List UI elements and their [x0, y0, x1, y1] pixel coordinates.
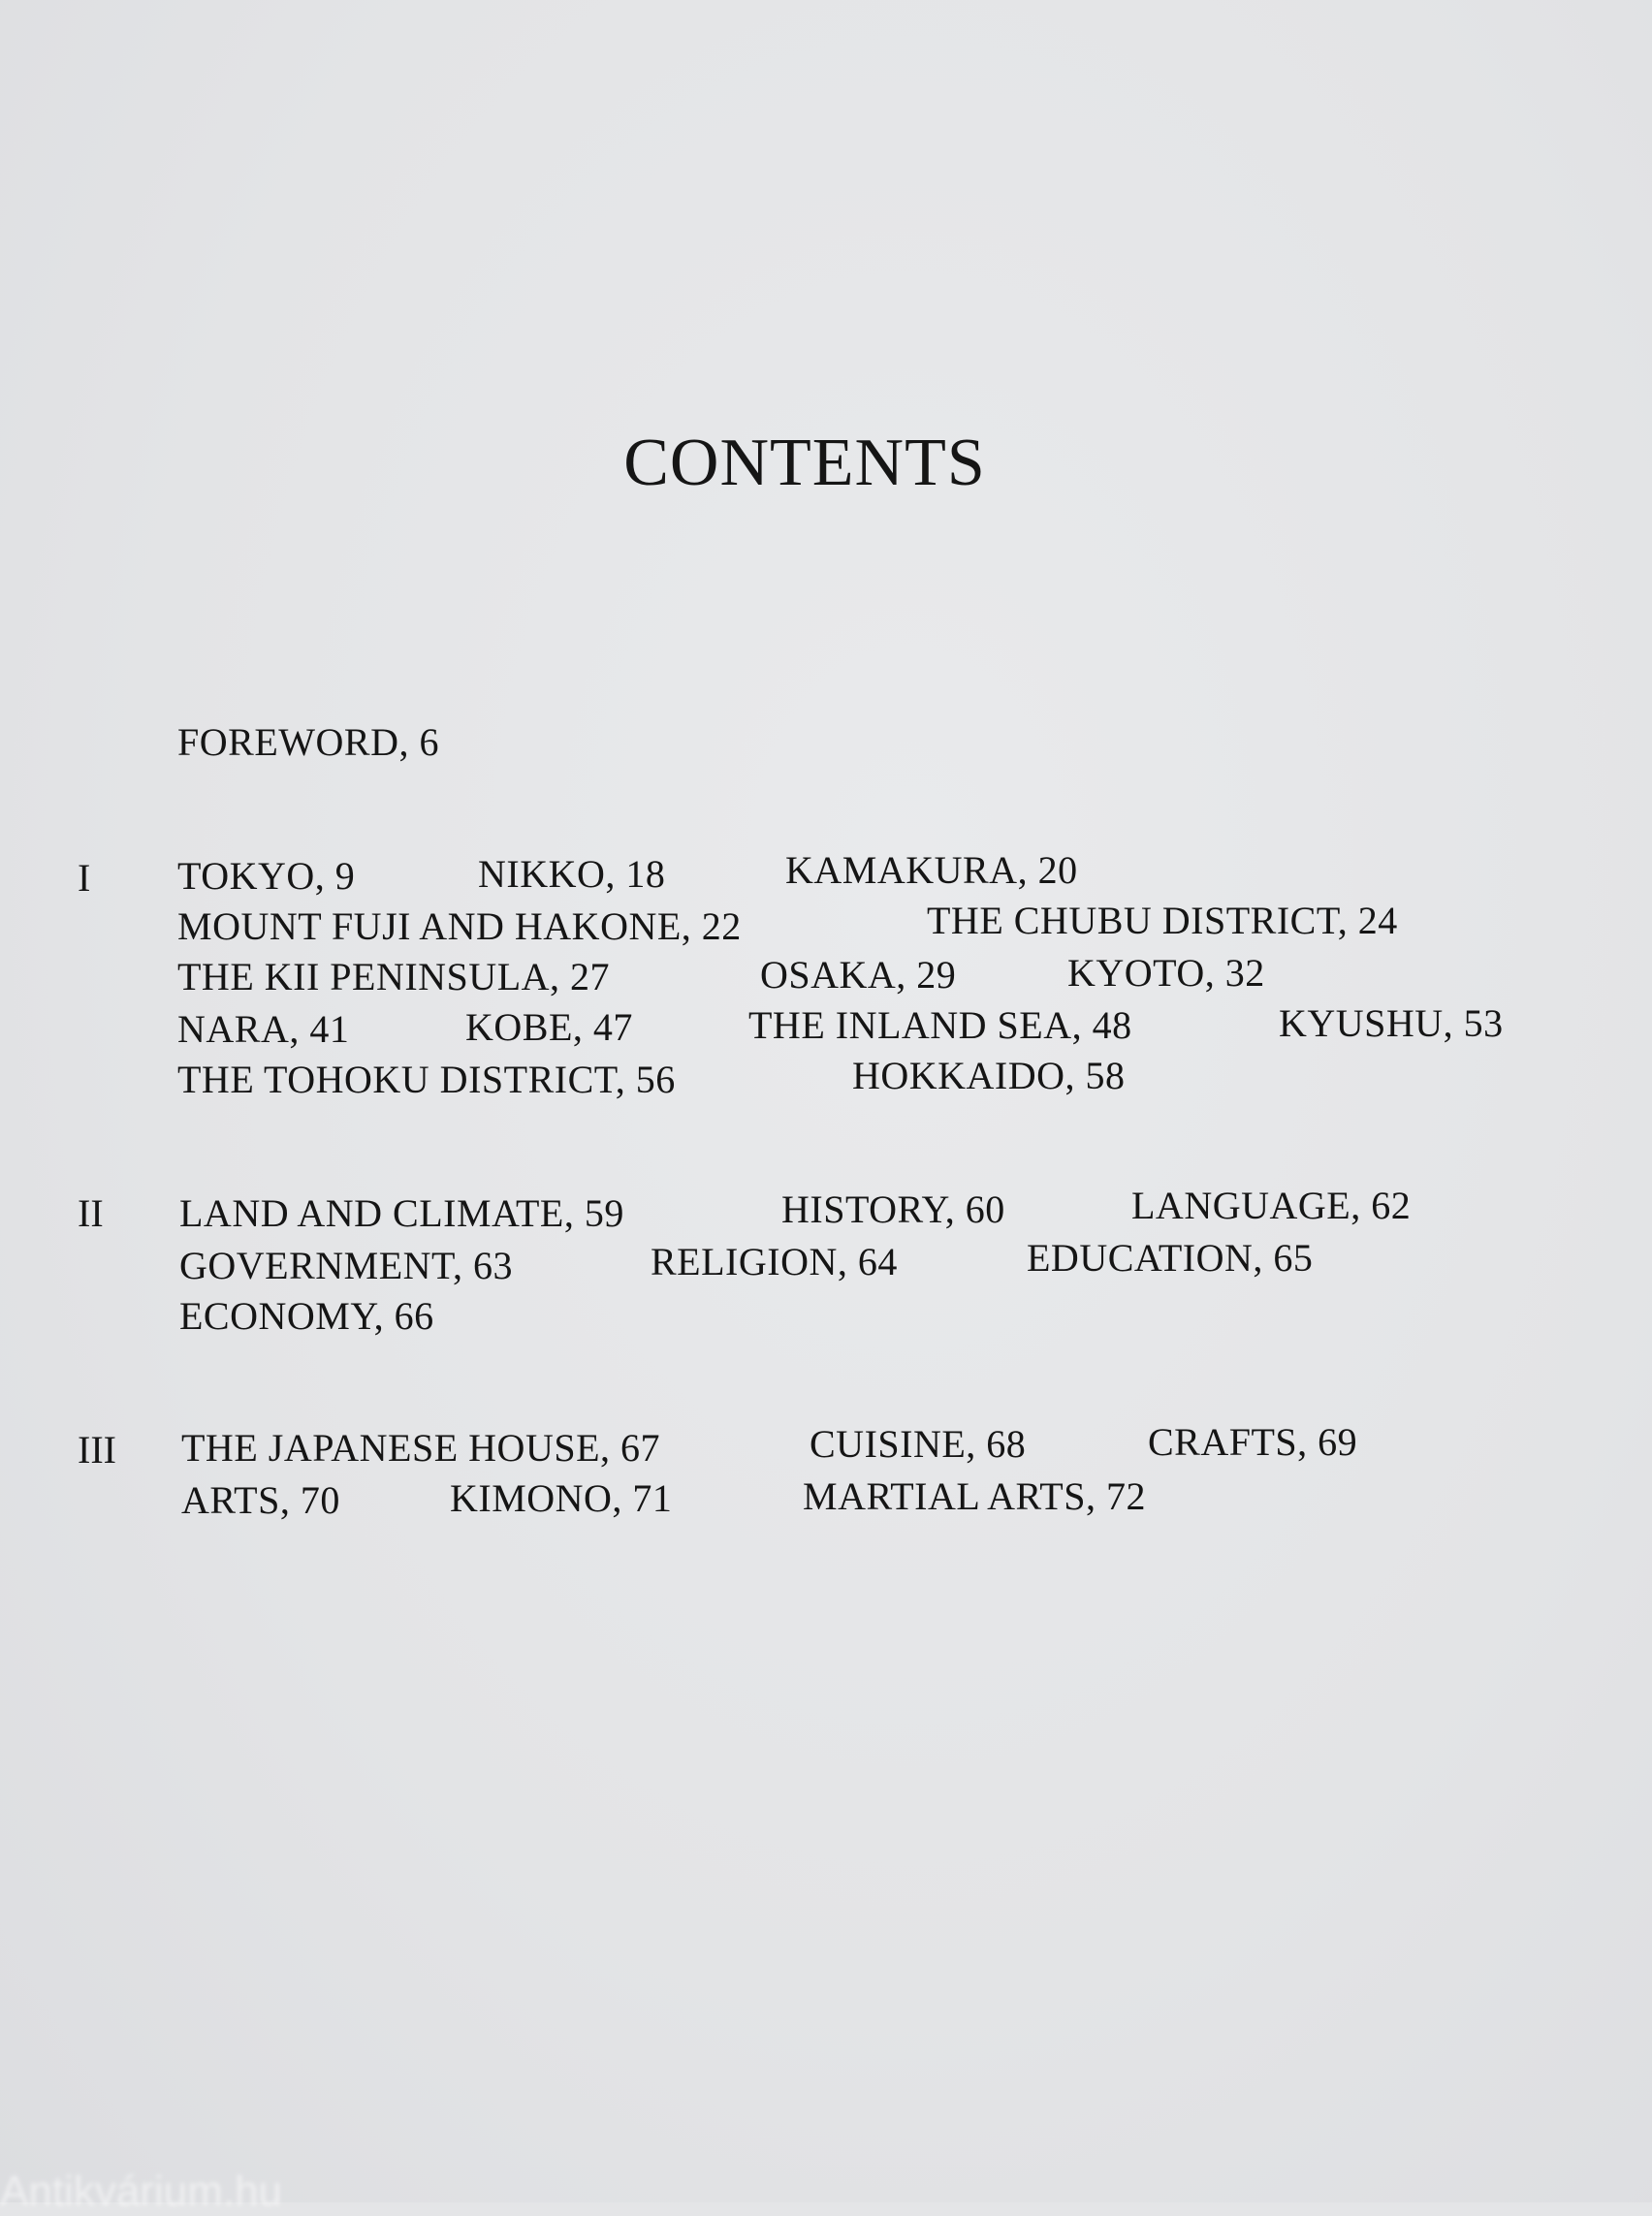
- toc-entry: OSAKA, 29: [760, 953, 957, 997]
- section-numeral: III: [78, 1428, 116, 1472]
- toc-entry: NIKKO, 18: [478, 852, 666, 896]
- toc-entry: LANGUAGE, 62: [1131, 1184, 1412, 1227]
- page-title: CONTENTS: [623, 426, 986, 500]
- toc-entry: KIMONO, 71: [450, 1476, 673, 1520]
- toc-entry: EDUCATION, 65: [1027, 1236, 1314, 1280]
- toc-entry: CRAFTS, 69: [1148, 1420, 1358, 1464]
- toc-line: [0, 899, 1652, 956]
- toc-entry: CUISINE, 68: [810, 1422, 1027, 1466]
- toc-entry: KOBE, 47: [465, 1005, 633, 1049]
- toc-entry: HISTORY, 60: [781, 1187, 1005, 1231]
- toc-entry: THE TOHOKU DISTRICT, 56: [177, 1058, 676, 1101]
- section-numeral: II: [78, 1191, 104, 1235]
- toc-line: [0, 1236, 1652, 1291]
- toc-entry: KYOTO, 32: [1067, 951, 1265, 995]
- toc-entry: HOKKAIDO, 58: [852, 1054, 1126, 1097]
- toc-entry: NARA, 41: [177, 1007, 350, 1051]
- toc-entry: THE JAPANESE HOUSE, 67: [181, 1426, 661, 1470]
- toc-line: [0, 1293, 1652, 1345]
- toc-entry: THE CHUBU DISTRICT, 24: [927, 899, 1398, 942]
- toc-line: [0, 1055, 1652, 1107]
- toc-entry: LAND AND CLIMATE, 59: [179, 1191, 624, 1235]
- toc-line: [0, 1184, 1652, 1239]
- toc-entry: ARTS, 70: [181, 1478, 340, 1522]
- toc-line: [0, 848, 1652, 903]
- toc-entry: THE INLAND SEA, 48: [748, 1003, 1132, 1047]
- toc-line: [0, 951, 1652, 1006]
- toc-entry: THE KII PENINSULA, 27: [177, 955, 611, 998]
- watermark: Antikvárium.hu: [0, 2168, 283, 2215]
- toc-line: [0, 1001, 1652, 1057]
- toc-entry: ECONOMY, 66: [179, 1294, 434, 1338]
- section-numeral: I: [78, 856, 91, 900]
- toc-entry: MOUNT FUJI AND HAKONE, 22: [177, 904, 742, 948]
- toc-entry: KAMAKURA, 20: [785, 848, 1078, 892]
- toc-entry: GOVERNMENT, 63: [179, 1244, 514, 1287]
- toc-entry-foreword: FOREWORD, 6: [177, 720, 439, 764]
- toc-entry: KYUSHU, 53: [1279, 1001, 1504, 1045]
- toc-entry: TOKYO, 9: [177, 854, 356, 898]
- toc-line: [0, 1421, 1652, 1473]
- toc-entry: RELIGION, 64: [651, 1240, 898, 1283]
- toc-entry: MARTIAL ARTS, 72: [803, 1474, 1146, 1518]
- toc-line: [0, 1475, 1652, 1528]
